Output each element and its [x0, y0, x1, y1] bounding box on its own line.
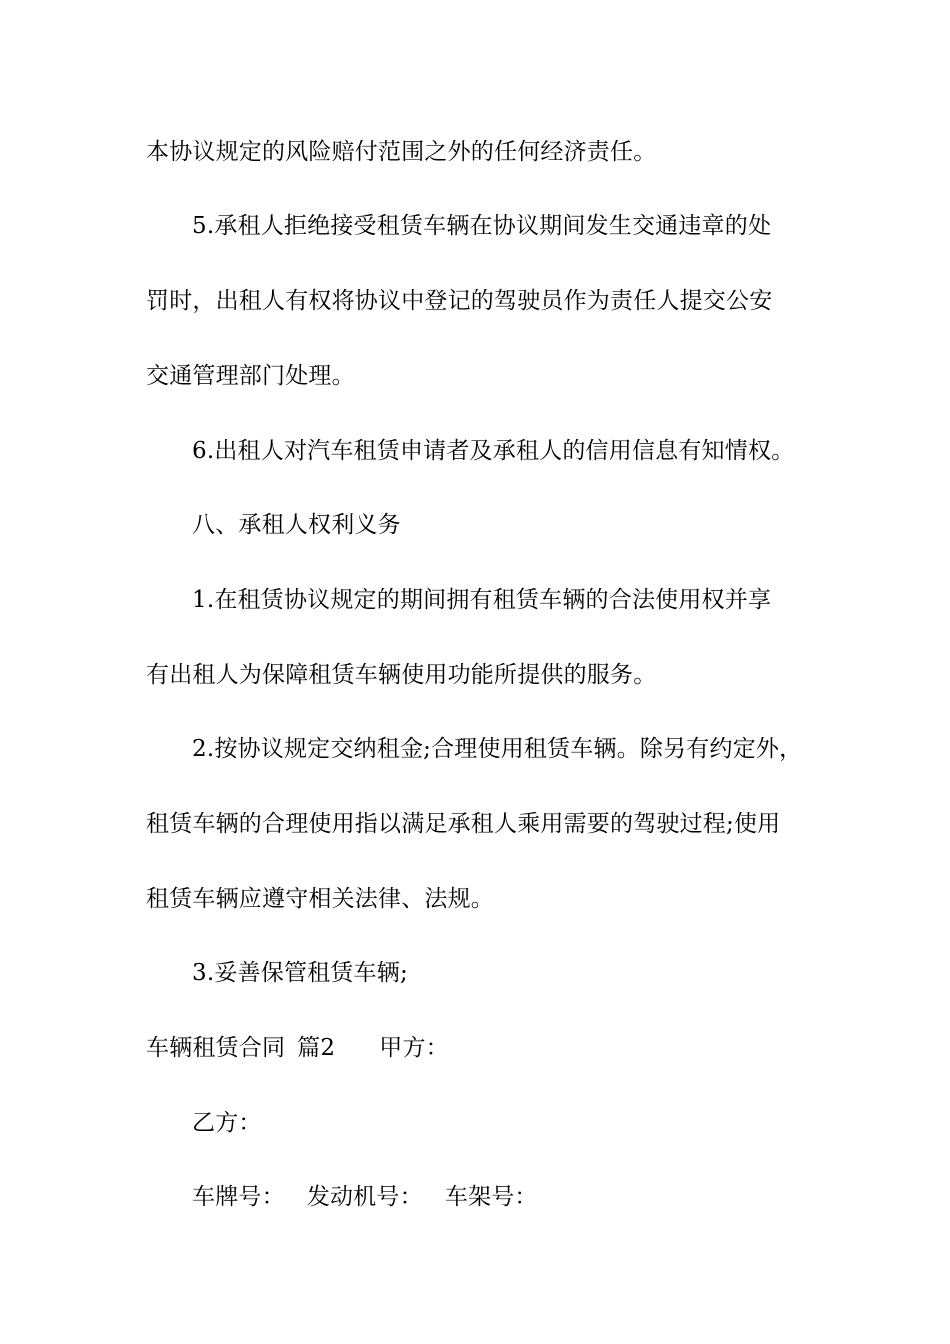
engine-label: 发动机号：	[306, 1184, 423, 1210]
paragraph-line: 交通管理部门处理。	[146, 363, 355, 389]
paragraph-line: 租赁车辆应遵守相关法律、法规。	[146, 886, 494, 912]
party-b-label: 乙方：	[192, 1110, 262, 1136]
paragraph-line: 租赁车辆的合理使用指以满足承租人乘用需要的驾驶过程;使用	[146, 811, 781, 837]
party-a-label: 甲方：	[379, 1035, 449, 1061]
section-heading: 八、承租人权利义务	[192, 512, 401, 538]
contract-heading	[146, 1033, 449, 1063]
paragraph-line: 本协议规定的风险赔付范围之外的任何经济责任。	[146, 139, 657, 165]
contract-title: 车辆租赁合同	[146, 1035, 286, 1061]
paragraph-line: 2.按协议规定交纳租金;合理使用租赁车辆。除另有约定外，	[192, 736, 803, 762]
paragraph-line: 罚时，出租人有权将协议中登记的驾驶员作为责任人提交公安	[146, 288, 773, 314]
vehicle-fields	[192, 1182, 538, 1212]
paragraph-line: 有出租人为保障租赁车辆使用功能所提供的服务。	[146, 662, 657, 688]
plate-label: 车牌号：	[192, 1184, 285, 1210]
frame-label: 车架号：	[444, 1184, 538, 1210]
contract-part: 篇2	[297, 1035, 336, 1061]
paragraph-line: 1.在租赁协议规定的期间拥有租赁车辆的合法使用权并享	[192, 587, 772, 613]
paragraph-line: 6.出租人对汽车租赁申请者及承租人的信用信息有知情权。	[192, 438, 795, 464]
paragraph-line: 3.妥善保管租赁车辆;	[192, 960, 408, 986]
paragraph-line: 5.承租人拒绝接受租赁车辆在协议期间发生交通违章的处	[192, 213, 772, 239]
